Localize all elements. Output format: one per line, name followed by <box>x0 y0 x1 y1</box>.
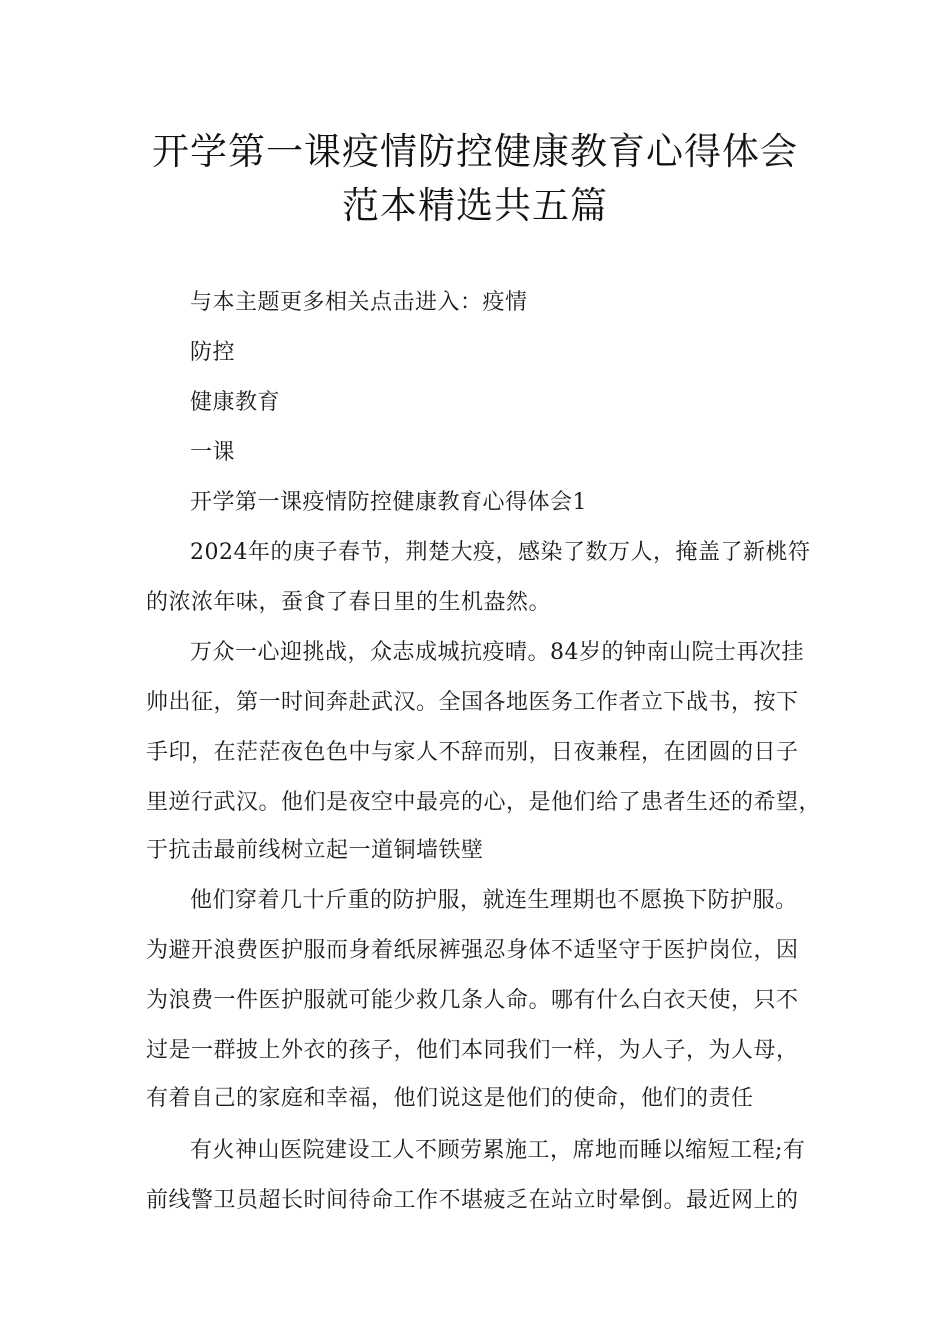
paragraph-line: 帅出征，第一时间奔赴武汉。全国各地医务工作者立下战书，按下 <box>146 690 799 715</box>
related-topic-link[interactable]: 防控 <box>190 340 236 365</box>
section-heading: 开学第一课疫情防控健康教育心得体会1 <box>190 490 587 515</box>
related-topic-link[interactable]: 健康教育 <box>190 390 281 415</box>
paragraph-line: 过是一群披上外衣的孩子，他们本同我们一样，为人子，为人母， <box>146 1038 799 1063</box>
related-topics-line: 与本主题更多相关点击进入：疫情 <box>190 290 528 315</box>
document-title-line-2: 范本精选共五篇 <box>342 184 608 227</box>
document-title-line-1: 开学第一课疫情防控健康教育心得体会 <box>152 130 798 173</box>
paragraph-line: 他们穿着几十斤重的防护服，就连生理期也不愿换下防护服。 <box>190 888 798 913</box>
paragraph-line: 万众一心迎挑战，众志成城抗疫晴。84岁的钟南山院士再次挂 <box>190 640 804 665</box>
paragraph-line: 手印，在茫茫夜色色中与家人不辞而别，日夜兼程，在团圆的日子 <box>146 740 799 765</box>
paragraph-line: 为避开浪费医护服而身着纸尿裤强忍身体不适坚守于医护岗位，因 <box>146 938 799 963</box>
paragraph-line: 里逆行武汉。他们是夜空中最亮的心，是他们给了患者生还的希望， <box>146 790 822 815</box>
paragraph-line: 有着自己的家庭和幸福，他们说这是他们的使命，他们的责任 <box>146 1086 754 1111</box>
paragraph-line: 2024年的庚子春节，荆楚大疫，感染了数万人，掩盖了新桃符 <box>190 540 811 565</box>
paragraph-line: 为浪费一件医护服就可能少救几条人命。哪有什么白衣天使，只不 <box>146 988 799 1013</box>
paragraph-line: 的浓浓年味，蚕食了春日里的生机盎然。 <box>146 590 552 615</box>
paragraph-line: 有火神山医院建设工人不顾劳累施工，席地而睡以缩短工程;有 <box>190 1138 806 1163</box>
paragraph-line: 前线警卫员超长时间待命工作不堪疲乏在站立时晕倒。最近网上的 <box>146 1188 799 1213</box>
paragraph-line: 于抗击最前线树立起一道铜墙铁壁 <box>146 838 484 863</box>
related-topic-link[interactable]: 一课 <box>190 440 236 465</box>
